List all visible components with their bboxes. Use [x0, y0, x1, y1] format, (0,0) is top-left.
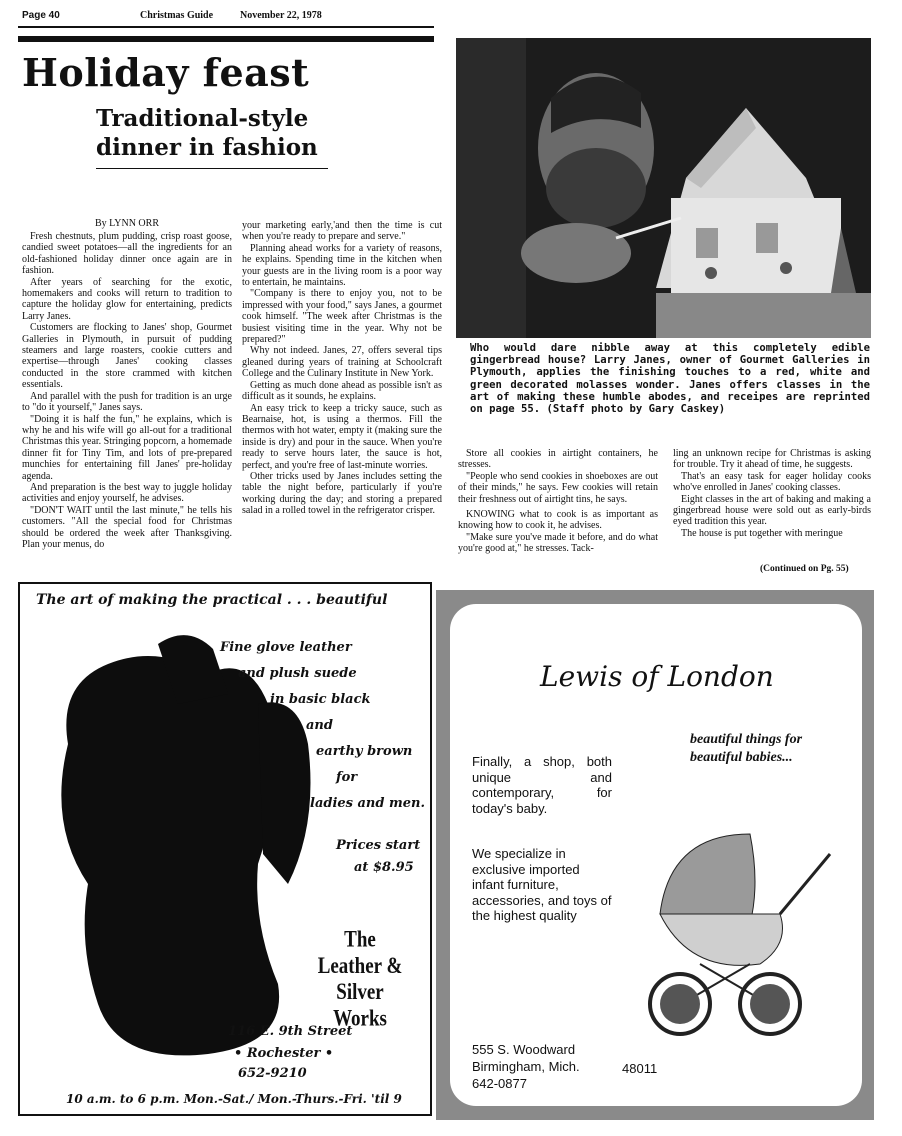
section-name: Christmas Guide: [140, 10, 214, 21]
paragraph: Other tricks used by Janes includes setting the table the night before, particularly if you're working during the day; and storing a prepared salad in a rolled towel in the refrigerator crisper.: [242, 470, 442, 517]
ad-price-line-2: at $8.95: [354, 860, 414, 875]
subhead-line-2: dinner in fashion: [96, 134, 318, 161]
store-hours: 10 a.m. to 6 p.m. Mon.-Sat./ Mon.-Thurs.-Fri. 'til 9: [66, 1092, 402, 1106]
store-name-line: The: [344, 927, 376, 953]
photo-illustration: [456, 38, 871, 338]
intro-text: Finally, a shop, both unique and contemporary, for today's baby.: [472, 754, 612, 816]
ad-panel: [450, 604, 862, 1106]
gingerbread-photo: [456, 38, 871, 338]
paragraph: Store all cookies in airtight containers, he stresses.: [458, 448, 658, 471]
headline-rule: [18, 36, 434, 42]
specialty-text: We specialize in exclusive imported infant furniture, accessories, and toys of the highest quality: [472, 846, 612, 923]
paragraph: Customers are flocking to Janes' shop, Gourmet Galleries in Plymouth, in pursuit of pudding steamers and large roasters, cookie cutters and expertise—through Janes' cooking classes conducted in the store crammed with kitchen essentials.: [22, 322, 232, 391]
article-column-4: [673, 448, 871, 539]
ad-line: ladies and men.: [310, 796, 426, 811]
shop-address: 555 S. Woodward: [472, 1042, 576, 1057]
slogan-line-2: beautiful babies...: [690, 750, 793, 765]
ad-line: Fine glove leather: [220, 640, 352, 655]
shop-zip: 48011: [622, 1061, 658, 1076]
ad-price-line-1: Prices start: [336, 838, 421, 853]
continued-note: (Continued on Pg. 55): [760, 564, 849, 574]
ad-line: and: [306, 718, 333, 733]
store-name-line: Leather & Silver: [317, 953, 403, 1006]
paragraph: KNOWING what to cook is as important as knowing how to cook it, he advises.: [458, 509, 658, 532]
subhead-rule: [96, 168, 328, 169]
issue-date: November 22, 1978: [240, 10, 322, 21]
slogan-line-1: beautiful things for: [690, 732, 803, 747]
article-column-1: [22, 231, 232, 550]
paragraph: Getting as much done ahead as possible isn't as difficult as it sounds, he explains.: [242, 379, 442, 403]
paragraph: Planning ahead works for a variety of reasons, he explains. Spending time in the kitchen when your guests are in the living room is a poor way to entertain, he maintains.: [242, 242, 442, 289]
article-column-3: [458, 448, 658, 555]
store-city: • Rochester •: [234, 1046, 334, 1061]
ad-line: for: [336, 770, 358, 785]
paragraph: Eight classes in the art of baking and making a gingerbread house were sold out as early-birds eyed tradition this year.: [673, 493, 871, 528]
paragraph: your marketing early,'and then the time is cut when you're ready to prepare and serve.": [242, 220, 442, 243]
ad-tagline: The art of making the practical . . . beautiful: [36, 592, 388, 608]
store-address: 116 E. 9th Street: [228, 1024, 353, 1039]
paragraph: "Doing it is half the fun," he explains, which is why he and his wife will go all-out for a traditional Christmas this year. Stringing popcorn, a homemade dinner fit for Tiny Tim, and lots of pre-prepared munchies for entertaining fill Janes' pre-holiday agenda.: [22, 413, 232, 482]
page-number: Page 40: [22, 10, 60, 21]
shop-phone: 642-0877: [472, 1076, 527, 1091]
lewis-of-london-ad: [436, 590, 874, 1120]
paragraph: Why not indeed. Janes, 27, offers several tips gleaned during years of training at Schoolcraft College and the Culinary Institute in New York.: [242, 345, 442, 380]
article-column-2: [242, 220, 442, 517]
subheadline: [96, 104, 336, 162]
subhead-line-1: Traditional-style: [96, 105, 309, 132]
paragraph: The house is put together with meringue: [681, 527, 843, 539]
shop-name: Lewis of London: [540, 660, 774, 693]
paragraph: "Company is there to enjoy you, not to be impressed with your food," says Janes, a gourmet cook himself. "The week after Christmas is the busiest visiting time in the year. Why not be prepared?": [242, 288, 442, 346]
store-name-line: Works: [333, 1006, 387, 1032]
store-phone: 652-9210: [238, 1066, 307, 1081]
paragraph: After years of searching for the exotic, homemakers and cooks will return to tradition to capture the holiday glow for entertaining, predicts Larry Janes.: [22, 276, 232, 322]
ad-line: and plush suede: [238, 666, 357, 681]
store-name: [300, 927, 420, 1033]
paragraph: And parallel with the push for tradition is an urge to "do it yourself," Janes says.: [22, 390, 232, 414]
header-rule: [18, 26, 434, 28]
headline: Holiday feast: [22, 50, 310, 95]
paragraph: Fresh chestnuts, plum pudding, crisp roast goose, candied sweet potatoes—all the ingredients for an old-fashioned holiday dinner once again are in fashion.: [22, 231, 232, 277]
photo-caption: Who would dare nibble away at this completely edible gingerbread house? Larry Janes, owner of Gourmet Galleries in Plymouth, applies the finishing touches to a red, white and green decorated molasses wonder. Janes offers classes in the art of making these humble abodes, and receipes are reprinted on page 55. (Staff photo by Gary Caskey): [470, 342, 870, 416]
paragraph: "People who send cookies in shoeboxes are out of their minds," he says. Few cookies will retain their freshness out of airtight tins, he says.: [458, 470, 658, 505]
ad-line: in basic black: [270, 692, 371, 707]
shop-city: Birmingham, Mich.: [472, 1059, 580, 1074]
gloves-illustration: [38, 624, 338, 1064]
paragraph: "Make sure you've made it before, and do what you're good at," he stresses. Tack-: [458, 531, 658, 555]
paragraph: That's an easy task for eager holiday cooks who've enrolled in Janes' cooking classes.: [673, 470, 871, 494]
paragraph: ling an unknown recipe for Christmas is asking for trouble. Try it ahead of time, he suggests.: [673, 448, 871, 471]
paragraph: And preparation is the best way to juggle holiday activities and enjoy yourself, he advises.: [22, 481, 232, 505]
paragraph: An easy trick to keep a tricky sauce, such as Bearnaise, hot, is using a thermos. Fill the thermos with hot water, empty it (making sure the inside is dry) and pour in the sauce. When you're ready to serve hours later, the sauce is hot, perfect, and you're free of last-minute worries.: [242, 402, 442, 471]
leather-silver-works-ad: [18, 582, 432, 1116]
paragraph: "DON'T WAIT until the last minute," he tells his customers. "All the special food for Christmas should be ordered the week after Thanksgiving. Plan your menus, do: [22, 504, 232, 550]
ad-line: earthy brown: [316, 744, 413, 759]
byline: By LYNN ORR: [94, 218, 159, 229]
baby-carriage-illustration: [630, 824, 850, 1044]
